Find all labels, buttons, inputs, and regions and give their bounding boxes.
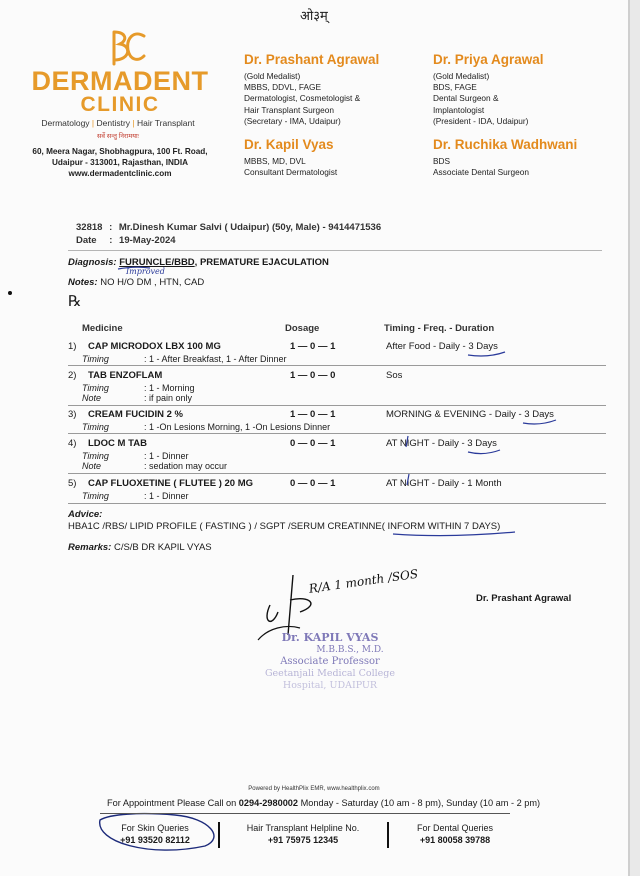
medicine-dose: 0 — 0 — 1 [290,438,336,449]
pen-tick [406,436,408,447]
footer-separator [387,822,389,848]
doctor-name: Dr. Ruchika Wadhwani [433,137,578,152]
medicine-name: LDOC M TAB [88,438,147,449]
pen-underline-3days [468,352,505,356]
dental-queries-phone[interactable]: +91 80058 39788 [419,835,491,845]
patient-info: 32818 : Mr.Dinesh Kumar Salvi ( Udaipur) (50y, Male) - 9414471536 [76,222,382,233]
handwritten-improved: Improved [126,267,165,276]
powered-by: Powered by HealthPlix EMR, www.healthplix.com [248,786,380,792]
header-medicine: Medicine [82,323,123,334]
medicine-dose: 1 — 0 — 1 [290,341,336,352]
doctor-name: Dr. Kapil Vyas [244,137,334,152]
doctor-details: MBBS, MD, DVL Consultant Dermatologist [244,156,338,178]
punch-dot [8,291,12,295]
medicine-dose: 0 — 0 — 1 [290,478,336,489]
medicine-timing: After Food - Daily - 3 Days [386,341,498,352]
medicine-name: TAB ENZOFLAM [88,370,163,381]
doctor-stamp: Dr. KAPIL VYAS M.B.B.S., M.D. Associate Professor Geetanjali Medical College Hospital, UDAIPUR [264,631,396,691]
remarks: Remarks: C/S/B DR KAPIL VYAS [68,542,212,553]
advice-label: Advice: [68,509,103,520]
hair-transplant-contact: Hair Transplant Helpline No. +91 75975 12345 [246,823,360,845]
advice-text: HBA1C /RBS/ LIPID PROFILE ( FASTING ) / SGPT /SERUM CREATINNE( INFORM WITHIN 7 DAYS) [68,521,501,532]
medicine-timing: Sos [386,370,403,381]
footer-divider [100,813,510,814]
medicine-name: CAP FLUOXETINE ( FLUTEE ) 20 MG [88,478,254,489]
medicine-timing: MORNING & EVENING - Daily - 3 Days [386,409,554,420]
doctor-details: BDS Associate Dental Surgeon [433,156,529,178]
pen-tick [407,474,409,485]
pen-underline-inform [393,532,515,536]
header-dosage: Dosage [285,323,320,334]
medicine-timing: AT NIGHT - Daily - 3 Days [386,438,497,449]
rx-symbol: ℞ [68,292,82,310]
handwritten-followup: R/A 1 month /SOS [308,566,419,596]
diagnosis-primary: FURUNCLE/BBD [119,257,195,268]
om-symbol: ओ३म् [300,8,328,23]
doctor-name: Dr. Priya Agrawal [433,52,544,67]
footer-separator [218,822,220,848]
medicine-dose: 1 — 0 — 0 [290,370,336,381]
hair-transplant-phone[interactable]: +91 75975 12345 [267,835,339,845]
pen-underline-diagnosis [118,267,150,269]
diagnosis: Diagnosis: FURUNCLE/BBD, PREMATURE EJACULATION [68,257,329,268]
dental-queries-contact: For Dental Queries +91 80058 39788 [416,823,494,845]
skin-queries-phone[interactable]: +91 93520 82112 [120,835,190,845]
medicine-name: CREAM FUCIDIN 2 % [88,409,184,420]
medicine-timing: AT NIGHT - Daily - 1 Month [386,478,502,489]
signing-doctor: Dr. Prashant Agrawal [476,593,572,604]
doctor-name: Dr. Prashant Agrawal [244,52,380,67]
clinic-name-sub: CLINIC [80,93,160,116]
notes: Notes: NO H/O DM , HTN, CAD [68,277,205,288]
header-timing: Timing - Freq. - Duration [384,323,495,334]
doctor-details: (Gold Medalist) BDS, FAGE Dental Surgeon & Implantologist (President - IDA, Udaipur) [433,71,529,126]
doctor-details: (Gold Medalist) MBBS, DDVL, FAGE Dermatologist, Cosmetologist & Hair Transplant Surgeon (Secretary - IMA, Udaipur) [244,71,361,126]
clinic-name: DERMADENT [31,66,209,96]
pen-underline-3days [468,450,500,454]
medicine-name: CAP MICRODOX LBX 100 MG [88,341,221,352]
skin-queries-contact: For Skin Queries +91 93520 82112 [120,823,190,845]
medicine-dose: 1 — 0 — 1 [290,409,336,420]
clinic-departments: Dermatology | Dentistry | Hair Transplant [41,118,195,128]
appointment-line: For Appointment Please Call on 0294-2980002 Monday - Saturday (10 am - 8 pm), Sunday (10 am - 2 pm) [107,798,541,808]
pen-underline-3days [523,420,556,424]
visit-date: Date : 19-May-2024 [76,235,176,246]
hindi-tagline: सर्वे सन्तु निरामयाः [96,133,139,140]
clinic-address: 60, Meera Nagar, Shobhagpura, 100 Ft. Road, Udaipur - 313001, Rajasthan, INDIA www.dermadentclinic.com [32,147,208,178]
prescription-sheet: ओ३म् DERMADENT CLINIC Dermatology | Dentistry | Hair Transplant सर्वे सन्तु निरामयाः 60, Meera Nagar, Shobhagpura, 100 Ft. Road, Udaipur - 313001, Rajasthan, INDIA www.dermadentclinic.com Dr. Prashant Agrawal (Gold Medalist) MBBS, DDVL, FAGE Dermatologist, Cosmetologist & Hair Transplant Surgeon (Secretary - IMA, Udaipur) Dr. Priya Agrawal (Gold Medalist) BDS, FAGE Dental Surgeon & Implantologist (President - IDA, Udaipur) Dr. Kapil Vyas MBBS, MD, DVL Consultant Dermatologist Dr. Ruchika Wadhwani BDS Associate Dental Surgeon 32818 : Mr.Dinesh Kumar Salvi ( Udaipur) (50y, Male) - 9414471536 Date : 19-May-2024 Diagnosis: FURUNCLE/BBD, PREMATURE EJACULATION Improved Notes: NO H/O DM , HTN, CAD ℞ Medicine Dosage Timing - Freq. - Duration 1) CAP MICRODOX LBX 100 MG 1 — 0 — 1 After Food - Daily - 3 Days Timing : 1 - After Breakfast, 1 - After Dinner 2) TAB ENZOFLAM 1 — 0 — 0 Sos Timing : 1 - Morning Note : if pain only 3) CREAM FUCIDIN 2 % 1 — 0 — 1 MORNING & EVENING - Daily - 3 Days Timing : 1 -On Lesions Morning, 1 -On Lesions Dinner 4) LDOC M TAB 0 — 0 — 1 AT NIGHT - Daily - 3 Days Timing : 1 - Dinner Note : sedation may occur 5) CAP FLUOXETINE ( FLUTEE ) 20 MG 0 — 0 — 1 AT NIGHT - Daily - 1 Month Timing : 1 - Dinner Advice: HBA1C /RBS/ LIPID PROFILE ( FASTING ) / SGPT /SERUM CREATINNE( INFORM WITHIN 7 DAYS) Remarks: C/S/B DR KAPIL VYAS R/A 1 month /SOS Dr. Prashant Agrawal Dr. KAPIL VYAS M.B.B.S., M.D. Associate Professor Geetanjali Medical College Hospital, UDAIPUR Powered by HealthPlix EMR, www.healthplix.com For Appointment Please Call on 0294-2980002 Monday - Saturday (10 am - 8 pm), Sunday (10 am - 2 pm) For Skin Queries +91 93520 82112 Hair Transplant Helpline No. +91 75975 12345 For Dental Queries +91 80058 39788 [0,0,628,876]
